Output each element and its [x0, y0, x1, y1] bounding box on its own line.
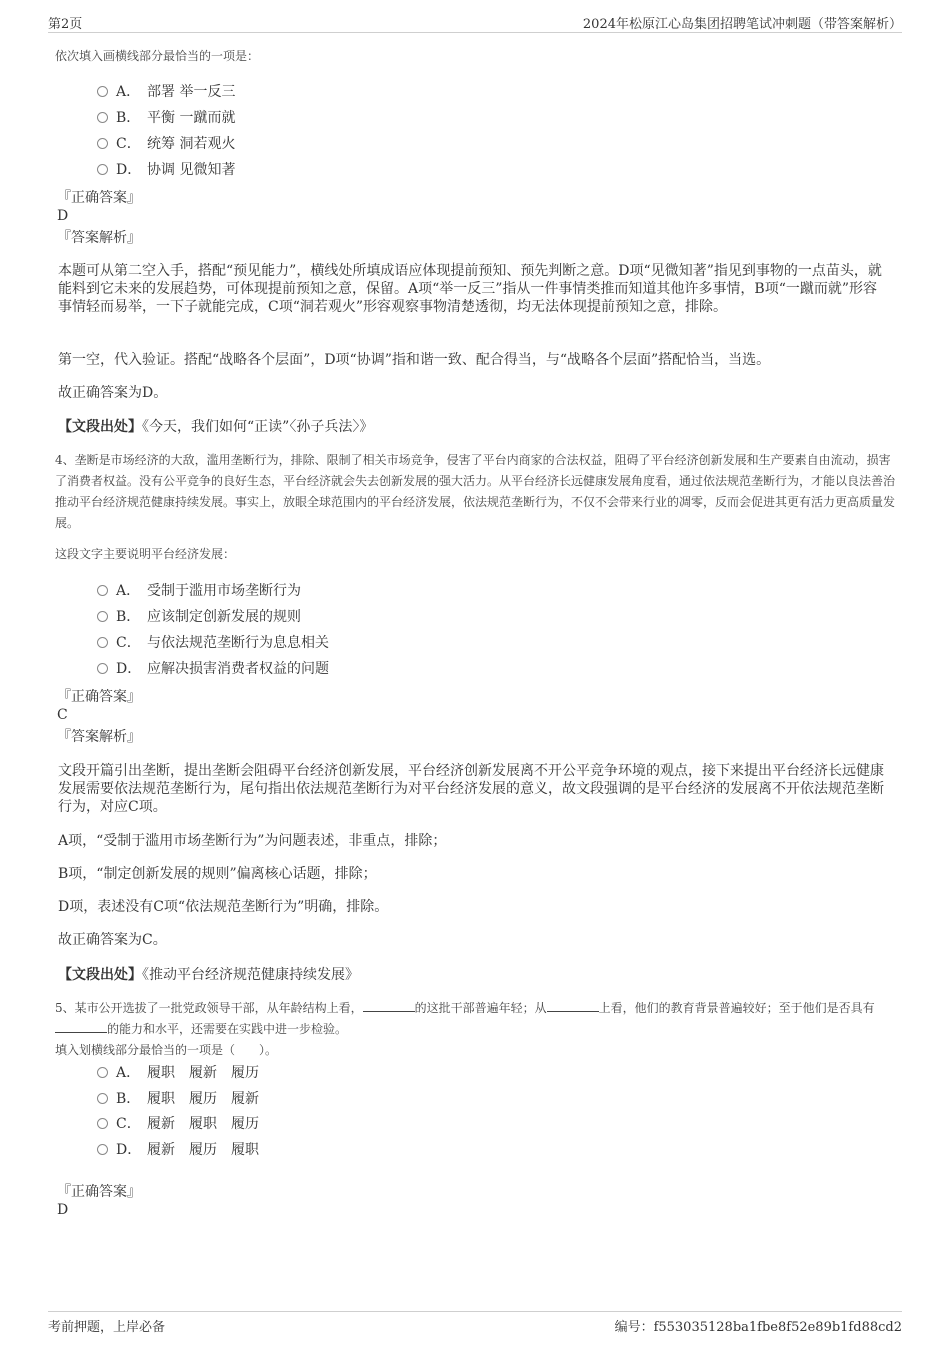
q5-option-d[interactable]: D． 履新 履历 履职 [97, 1140, 259, 1160]
radio-icon[interactable] [97, 1118, 108, 1129]
q3-option-d[interactable]: D． 协调 见微知著 [97, 160, 235, 180]
page-footer [48, 1311, 902, 1336]
q4-analysis-1: 文段开篇引出垄断，提出垄断会阻碍平台经济创新发展，平台经济创新发展离不开公平竞争环境的观点，接下来提出平台经济长远健康发展需要依法规范垄断行为，尾句指出依法规范垄断行为对平台经济发展的意义，故文段强调的是平台经济的发展离不开依法规范垄断行为，对应C项。 [58, 763, 884, 815]
radio-icon[interactable] [97, 1067, 108, 1078]
page-number: 第2页 [48, 17, 83, 32]
q5-answer-label: 『正确答案』 [57, 1184, 141, 1200]
blank-line [547, 999, 599, 1012]
q3-answer-label: 『正确答案』 [57, 190, 141, 206]
q4-analysis-3: B项，“制定创新发展的规则”偏离核心话题，排除； [58, 866, 377, 882]
document-title: 2024年松原江心岛集团招聘笔试冲刺题（带答案解析） [582, 17, 902, 32]
q4-analysis-4: D项，表述没有C项“依法规范垄断行为”明确，排除。 [58, 899, 389, 915]
radio-icon[interactable] [97, 637, 108, 648]
page-header [48, 13, 902, 33]
q4-answer-label: 『正确答案』 [57, 689, 141, 705]
document-id: 编号：f553035128ba1fbe8f52e89b1fd88cd2 [614, 1320, 902, 1335]
q4-option-b[interactable]: B． 应该制定创新发展的规则 [97, 607, 301, 627]
q4-analysis-2: A项，“受制于滥用市场垄断行为”为问题表述，非重点，排除； [58, 833, 447, 849]
radio-icon[interactable] [97, 112, 108, 123]
q4-source: 【文段出处】《推动平台经济规范健康持续发展》 [58, 967, 359, 983]
q5-answer: D [57, 1202, 69, 1218]
q4-text: 4、垄断是市场经济的大敌，滥用垄断行为，排除、限制了相关市场竞争，侵害了平台内商家的合法权益，阻碍了平台经济创新发展和生产要素自由流动，损害了消费者权益。没有公平竞争的良好生态，平台经济就会失去创新发展的强大活力。从平台经济长远健康发展角度看，通过依法规范垄断行为，才能以良法善治推动平台经济规范健康持续发展。事实上，放眼全球范围内的平台经济发展，依法规范垄断行为，不仅不会带来行业的凋零，反而会促进其更有活力更高质量发展。 [55, 453, 896, 530]
q5-option-a[interactable]: A． 履职 履新 履历 [97, 1063, 259, 1083]
q4-option-d[interactable]: D． 应解决损害消费者权益的问题 [97, 659, 329, 679]
q4-option-a[interactable]: A． 受制于滥用市场垄断行为 [97, 581, 301, 601]
radio-icon[interactable] [97, 611, 108, 622]
radio-icon[interactable] [97, 138, 108, 149]
q3-answer: D [57, 208, 69, 224]
q3-analysis-label: 『答案解析』 [57, 230, 141, 246]
q5-option-c[interactable]: C． 履新 履职 履历 [97, 1114, 259, 1134]
q3-prompt: 依次填入画横线部分最恰当的一项是： [55, 49, 260, 63]
radio-icon[interactable] [97, 86, 108, 97]
radio-icon[interactable] [97, 164, 108, 175]
q3-analysis-1: 本题可从第二空入手，搭配“预见能力”，横线处所填成语应体现提前预知、预先判断之意。D项“见微知著”指见到事物的一点苗头，就能料到它未来的发展趋势，可体现提前预知之意，保留。A项“举一反三”指从一件事情类推而知道其他许多事情，B项“一蹴而就”形容事情轻而易举，一下子就能完成，C项“洞若观火”形容观察事物清楚透彻，均无法体现提前预知之意，排除。 [58, 263, 882, 315]
q3-source: 【文段出处】《今天，我们如何“正读”〈孙子兵法〉》 [58, 419, 374, 435]
q5-option-b[interactable]: B． 履职 履历 履新 [97, 1089, 259, 1109]
blank-line [363, 999, 415, 1012]
radio-icon[interactable] [97, 585, 108, 596]
q4-analysis-label: 『答案解析』 [57, 729, 141, 745]
blank-line [55, 1020, 107, 1033]
q3-analysis-3: 故正确答案为D。 [58, 385, 168, 401]
q4-answer: C [57, 707, 68, 723]
q4-option-c[interactable]: C． 与依法规范垄断行为息息相关 [97, 633, 329, 653]
q3-option-b[interactable]: B． 平衡 一蹴而就 [97, 108, 235, 128]
q4-prompt: 这段文字主要说明平台经济发展： [55, 547, 236, 561]
q5-prompt: 填入划横线部分最恰当的一项是（ ）。 [55, 1043, 278, 1057]
q3-analysis-2: 第一空，代入验证。搭配“战略各个层面”，D项“协调”指和谐一致、配合得当，与“战略各个层面”搭配恰当，当选。 [58, 352, 771, 368]
q5-text: 5、某市公开选拔了一批党政领导干部，从年龄结构上看， 的这批干部普遍年轻；从 上看，他们的教育背景普遍较好；至于他们是否具有的能力和水平，还需要在实践中进一步检验。 [55, 1001, 875, 1036]
q4-analysis-5: 故正确答案为C。 [58, 932, 167, 948]
radio-icon[interactable] [97, 1144, 108, 1155]
radio-icon[interactable] [97, 1093, 108, 1104]
q3-option-a[interactable]: A． 部署 举一反三 [97, 82, 235, 102]
radio-icon[interactable] [97, 663, 108, 674]
footer-slogan: 考前押题，上岸必备 [48, 1320, 166, 1335]
q3-option-c[interactable]: C． 统筹 洞若观火 [97, 134, 235, 154]
